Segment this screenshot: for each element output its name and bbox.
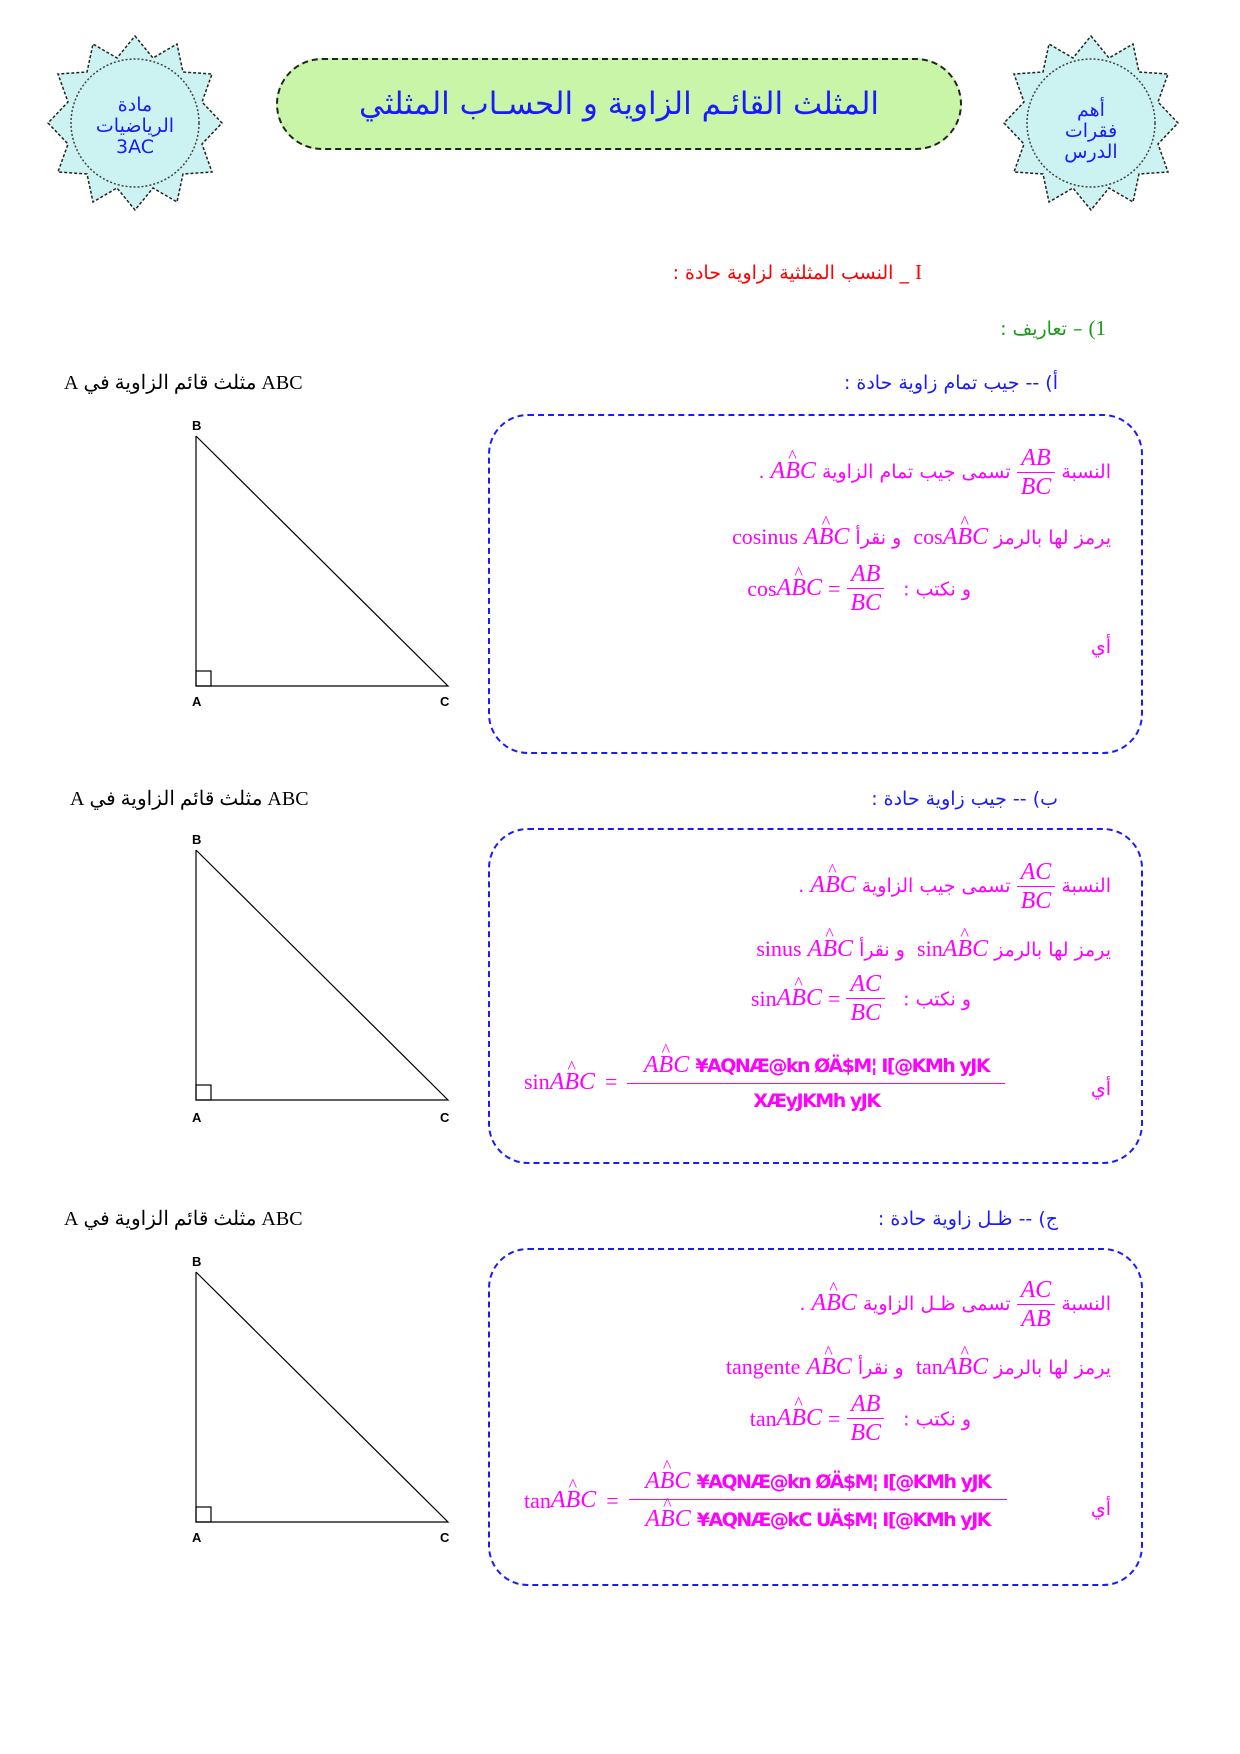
- eq-func: sin: [750, 985, 777, 1011]
- def-line-ratio: [758, 444, 1111, 501]
- def-line-write: و نكتب : cos A^ BC = $\frac{AB}{BC}$: [747, 560, 971, 617]
- angle-vertex-hat: ^ B: [791, 1405, 806, 1432]
- vertex-a-label: A: [192, 694, 202, 709]
- title-box: [276, 58, 962, 150]
- definition-box-cos: [488, 414, 1143, 754]
- func-name: tan: [915, 1354, 943, 1379]
- definition-heading-sin: ب) -- جيب زاوية حادة :: [871, 788, 1058, 810]
- read-angle: A^ BC: [804, 524, 849, 550]
- angle-symbol: A^ BC: [811, 1290, 856, 1316]
- vertex-c-label-3: C: [440, 1530, 450, 1545]
- definition-heading-tan: ج) -- ظـل زاوية حادة :: [877, 1208, 1058, 1230]
- read-text: و نقرأ: [859, 939, 905, 961]
- ratio-word: النسبة: [1061, 461, 1111, 483]
- ay-label: أي: [1090, 636, 1111, 658]
- page-title: المثلث القائـم الزاوية و الحسـاب المثلثي: [358, 86, 880, 122]
- angle-vertex-hat: ^ B: [826, 1290, 841, 1317]
- formula-denominator-text: XÆyJKMh yJK: [753, 1090, 880, 1112]
- subsection-heading: [1000, 316, 1106, 341]
- dot: .: [758, 461, 765, 483]
- def-line-symbol: [756, 936, 1111, 963]
- formula-numerator-text: ¥AQNÆ@kn ØÄ$M¦ I[@KMh yJK: [695, 1055, 990, 1077]
- badge-left-text: [75, 95, 195, 158]
- definition-box-sin: [488, 828, 1143, 1164]
- eq-denominator: BC: [850, 1000, 882, 1026]
- ratio-denominator: BC: [1020, 474, 1052, 500]
- def-line-ratio: [798, 858, 1111, 915]
- badge-right-line1: أهم: [1077, 99, 1105, 121]
- full-formula: tan A^ BC = A^ BC ¥AQNÆ@kn ØÄ$M¦ I[@KMh yJK A^ BC ¥AQNÆ@kC UÄ$M¦ I[@KMh yJK: [524, 1468, 1007, 1533]
- badge-right-line2: فقرات: [1064, 120, 1118, 142]
- formula-num-angle: A^ BC: [644, 1052, 689, 1078]
- ratio-fraction: [1017, 858, 1056, 915]
- full-formula: sin A^ BC = A^ BC ¥AQNÆ@kn ØÄ$M¦ I[@KMh yJK XÆyJKMh yJK: [524, 1052, 1005, 1112]
- angle-vertex-hat: ^ B: [822, 936, 837, 963]
- dot: .: [798, 875, 805, 897]
- symbol-text: يرمز لها بالرمز: [994, 939, 1111, 961]
- read-name: cosinus: [731, 524, 798, 549]
- eq-denominator: BC: [850, 590, 882, 616]
- angle-vertex-hat: ^ B: [957, 524, 972, 551]
- badge-right-text: [1031, 100, 1151, 163]
- func-name: cos: [913, 524, 943, 549]
- read-text: و نقرأ: [857, 1357, 904, 1379]
- ratio-word: النسبة: [1061, 875, 1111, 897]
- read-name: tangente: [725, 1354, 801, 1379]
- ratio-fraction: [1017, 1276, 1056, 1333]
- read-angle: A^ BC: [806, 1354, 851, 1380]
- formula-den-angle: A^ BC: [645, 1506, 690, 1532]
- definition-heading-cos: أ) -- جيب تمام زاوية حادة :: [843, 372, 1058, 394]
- section-number: I: [915, 260, 922, 284]
- section-heading: [673, 260, 922, 285]
- vertex-b-label: B: [192, 418, 202, 433]
- func-angle: A^ BC: [943, 1354, 988, 1380]
- func-angle: A^ BC: [943, 524, 988, 550]
- triangle-caption-3: ABC مثلث قائم الزاوية في A: [64, 1208, 303, 1230]
- angle-vertex-hat: ^ B: [825, 872, 840, 899]
- write-text: و نكتب :: [903, 578, 971, 601]
- symbol-text: يرمز لها بالرمز: [994, 1357, 1111, 1379]
- def-line-symbol: [726, 1354, 1111, 1381]
- formula-num-angle: A^ BC: [645, 1468, 690, 1494]
- write-text: و نكتب :: [903, 988, 971, 1011]
- triangle-caption: ABC مثلث قائم الزاوية في A: [64, 372, 303, 394]
- def-line-write: و نكتب : sin A^ BC = $\frac{AC}{BC}$: [751, 970, 971, 1027]
- named-text: تسمى ظـل الزاوية: [862, 1293, 1011, 1315]
- ay-label: أي: [1090, 1498, 1111, 1520]
- ratio-denominator: BC: [1020, 888, 1052, 914]
- formula-func: tan: [524, 1487, 551, 1513]
- ratio-numerator: AC: [1017, 858, 1056, 887]
- angle-vertex-hat: ^ B: [566, 1487, 581, 1514]
- ratio-fraction: [1017, 444, 1056, 501]
- badge-left-line1: مادة: [117, 94, 153, 116]
- ay-label: أي: [1090, 1078, 1111, 1100]
- angle-symbol: A^ BC: [810, 872, 855, 898]
- angle-vertex-hat: ^ B: [821, 1354, 836, 1381]
- angle-symbol: A^ BC: [771, 458, 816, 484]
- eq-angle: A^ BC: [777, 985, 822, 1012]
- def-line-symbol: [732, 524, 1111, 551]
- formula-numerator-text: ¥AQNÆ@kn ØÄ$M¦ I[@KMh yJK: [696, 1471, 991, 1493]
- definition-box-tan: [488, 1248, 1143, 1586]
- eq-numerator: AB: [847, 560, 884, 589]
- ratio-numerator: AC: [1017, 1276, 1056, 1305]
- eq-fraction: [846, 970, 885, 1027]
- eq-func: tan: [749, 1405, 777, 1431]
- named-text: تسمى جيب الزاوية: [861, 875, 1011, 897]
- eq-fraction: [846, 560, 885, 617]
- angle-vertex-hat: ^ B: [791, 575, 806, 602]
- vertex-b-label-2: B: [192, 832, 202, 847]
- angle-vertex-hat: ^ B: [659, 1052, 674, 1079]
- func-angle: A^ BC: [943, 936, 988, 962]
- vertex-c-label: C: [440, 694, 450, 709]
- angle-vertex-hat: ^ B: [957, 936, 972, 963]
- badge-left-line2: الرياضيات: [95, 115, 175, 137]
- badge-right-line3: الدرس: [1064, 141, 1118, 163]
- badge-left-line3: 3AC: [115, 136, 155, 158]
- eq-func: cos: [747, 575, 777, 601]
- subsection-title: – تعاريف :: [1000, 318, 1083, 340]
- def-line-ratio: [799, 1276, 1111, 1333]
- triangle-diagram-2: [180, 836, 470, 1126]
- write-text: و نكتب :: [903, 1408, 971, 1431]
- formula-denominator-text: ¥AQNÆ@kC UÄ$M¦ I[@KMh yJK: [696, 1509, 990, 1531]
- eq-angle: A^ BC: [777, 1405, 822, 1432]
- ratio-numerator: AB: [1017, 444, 1054, 473]
- read-name: sinus: [756, 936, 802, 961]
- formula-func: sin: [524, 1069, 550, 1094]
- triangle-caption-2: ABC مثلث قائم الزاوية في A: [70, 788, 309, 810]
- eq-fraction: [846, 1390, 885, 1447]
- triangle-diagram: [180, 420, 470, 710]
- angle-vertex-hat: ^ B: [564, 1069, 579, 1096]
- angle-vertex-hat: ^ B: [785, 458, 800, 485]
- formula-angle: A^ BC: [551, 1487, 596, 1514]
- read-text: و نقرأ: [855, 527, 902, 549]
- vertex-b-label-3: B: [192, 1254, 202, 1269]
- vertex-a-label-2: A: [192, 1110, 202, 1125]
- vertex-c-label-2: C: [440, 1110, 450, 1125]
- eq-denominator: BC: [850, 1420, 882, 1446]
- section-title: _ النسب المثلثية لزاوية حادة :: [672, 262, 909, 284]
- eq-angle: A^ BC: [777, 575, 822, 602]
- func-name: sin: [917, 936, 943, 961]
- vertex-a-label-3: A: [192, 1530, 202, 1545]
- angle-vertex-hat: ^ B: [957, 1354, 972, 1381]
- named-text: تسمى جيب تمام الزاوية: [821, 461, 1011, 483]
- symbol-text: يرمز لها بالرمز: [994, 527, 1111, 549]
- read-angle: A^ BC: [808, 936, 853, 962]
- angle-vertex-hat: ^ B: [660, 1468, 675, 1495]
- eq-numerator: AB: [847, 1390, 884, 1419]
- eq-numerator: AC: [846, 970, 885, 999]
- formula-angle: A^ BC: [550, 1069, 595, 1096]
- dot: .: [799, 1293, 806, 1315]
- subsection-number: 1): [1088, 316, 1106, 340]
- ratio-denominator: AB: [1021, 1306, 1051, 1332]
- angle-vertex-hat: ^ B: [819, 524, 834, 551]
- angle-vertex-hat: ^ B: [660, 1506, 675, 1533]
- def-line-write: و نكتب : tan A^ BC = $\frac{AB}{BC}$: [750, 1390, 971, 1447]
- ratio-word: النسبة: [1061, 1293, 1111, 1315]
- triangle-diagram-3: [180, 1256, 470, 1546]
- angle-vertex-hat: ^ B: [791, 985, 806, 1012]
